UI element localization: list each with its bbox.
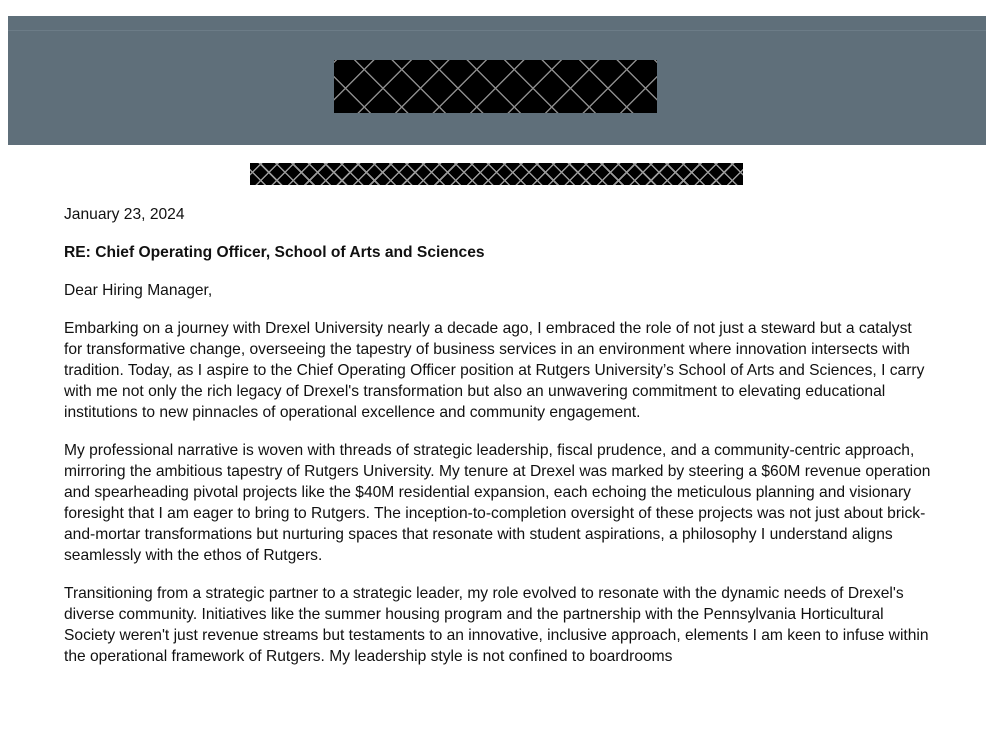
banner-rule <box>8 30 986 31</box>
redacted-contact-block <box>250 163 743 185</box>
letter-salutation: Dear Hiring Manager, <box>64 282 213 299</box>
letterhead-banner <box>8 16 986 145</box>
redacted-name-block <box>334 60 657 113</box>
letter-subject: RE: Chief Operating Officer, School of Arts and Sciences <box>64 244 485 261</box>
letter-date: January 23, 2024 <box>64 206 185 223</box>
letter-body <box>64 204 932 684</box>
paragraph-1: Embarking on a journey with Drexel University nearly a decade ago, I embraced the role of not just a steward but a catalyst for transformative change, overseeing the tapestry of business services in an environment where innovation intersects with tradition. Today, as I aspire to the Chief Operating Officer position at Rutgers University’s School of Arts and Sciences, I carry with me not only the rich legacy of Drexel's transformation but also an unwavering commitment to elevating educational institutions to new pinnacles of operational excellence and community engagement. <box>64 320 925 421</box>
paragraph-2: My professional narrative is woven with threads of strategic leadership, fiscal prudence, and a community-centric approach, mirroring the ambitious tapestry of Rutgers University. My tenure at Drexel was marked by steering a $60M revenue operation and spearheading pivotal projects like the $40M residential expansion, each echoing the meticulous planning and visionary foresight that I am eager to bring to Rutgers. The inception-to-completion oversight of these projects was not just about brick-and-mortar transformations but nurturing spaces that resonate with student aspirations, a philosophy I understand aligns seamlessly with the ethos of Rutgers. <box>64 442 931 564</box>
paragraph-3: Transitioning from a strategic partner to a strategic leader, my role evolved to resonate with the dynamic needs of Drexel's diverse community. Initiatives like the summer housing program and the partnership with the Pennsylvania Horticultural Society weren't just revenue streams but testaments to an innovative, inclusive approach, elements I am keen to infuse within the operational framework of Rutgers. My leadership style is not confined to boardrooms <box>64 585 929 665</box>
